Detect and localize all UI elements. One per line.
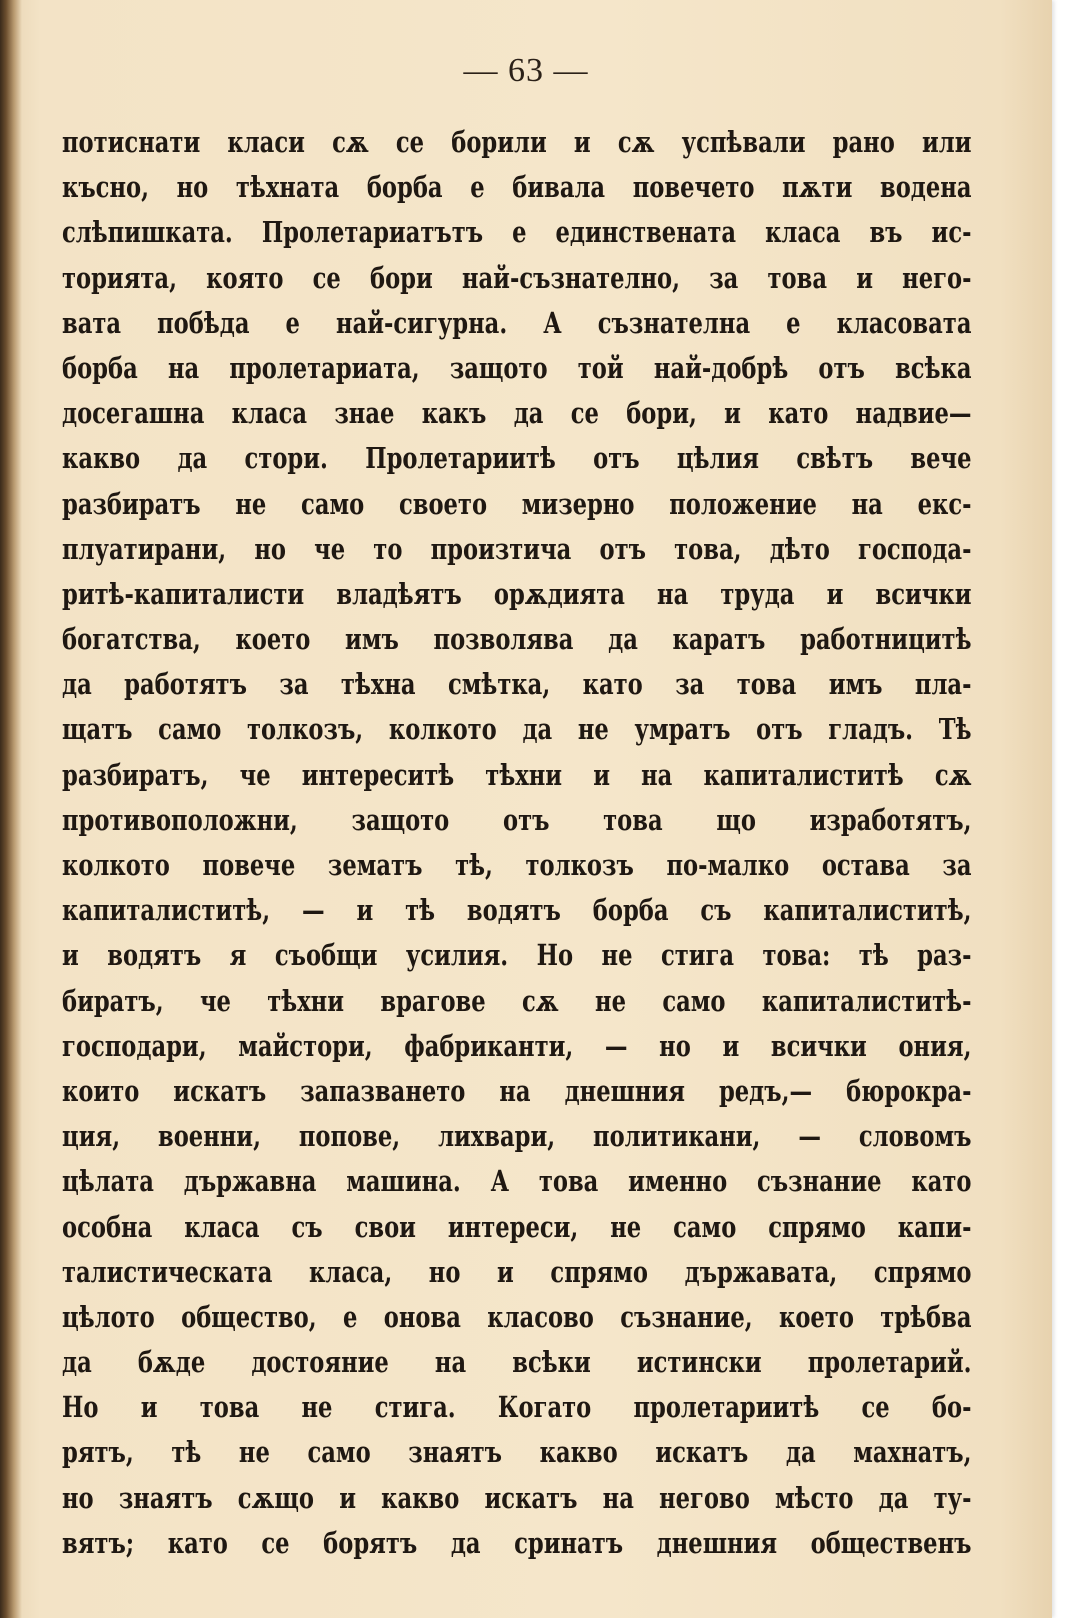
body-text bbox=[62, 120, 972, 1566]
text-line: особна класа съ свои интереси, не само спрямо капи- bbox=[62, 1209, 972, 1244]
text-line: богатства, което имъ позволява да каратъ работницитѣ bbox=[62, 622, 972, 657]
text-line: биратъ, че тѣхни врагове сѫ не само капиталиститѣ- bbox=[62, 983, 972, 1018]
text-line: но знаятъ сѫщо и какво искатъ на негово мѣсто да ту- bbox=[62, 1480, 972, 1515]
text-line: капиталиститѣ, — и тѣ водятъ борба съ капиталиститѣ, bbox=[62, 893, 972, 928]
text-line: разбиратъ не само своето мизерно положение на екс- bbox=[62, 486, 972, 521]
text-line: досегашна класа знае какъ да се бори, и като надвие— bbox=[62, 396, 972, 431]
page-number: — 63 — bbox=[463, 52, 589, 89]
text-line: рятъ, тѣ не само знаятъ какво искатъ да махнатъ, bbox=[62, 1435, 972, 1470]
text-line: плуатирани, но че то произтича отъ това, дѣто господа- bbox=[62, 531, 972, 566]
text-line: разбиратъ, че интереситѣ тѣхни и на капиталиститѣ сѫ bbox=[62, 757, 972, 792]
text-line: ритѣ-капиталисти владѣятъ орѫдията на труда и всички bbox=[62, 576, 972, 611]
text-line: късно, но тѣхната борба е бивала повечето пѫти водена bbox=[62, 170, 972, 205]
text-line: щатъ само толкозъ, колкото да не умратъ отъ гладъ. Тѣ bbox=[62, 712, 972, 747]
text-line: господари, майстори, фабриканти, — но и всички ония, bbox=[62, 1028, 972, 1063]
text-line: колкото повече зематъ тѣ, толкозъ по-малко остава за bbox=[62, 848, 972, 882]
text-line: борба на пролетариата, защото той най-добрѣ отъ всѣка bbox=[62, 350, 972, 385]
text-line: торията, която се бори най-съзнателно, за това и него- bbox=[62, 260, 972, 295]
text-line: да бѫде достояние на всѣки истински пролетарий. bbox=[62, 1345, 972, 1380]
text-line: които искатъ запазването на днешния редъ,— бюрокра- bbox=[62, 1073, 972, 1108]
text-line: да работятъ за тѣхна смѣтка, като за това имъ пла- bbox=[62, 667, 972, 702]
text-line: талистическата класа, но и спрямо държавата, спрямо bbox=[62, 1254, 972, 1289]
text-line: цѣлата държавна машина. А това именно съзнание като bbox=[62, 1164, 972, 1199]
text-line: ция, военни, попове, лихвари, политикани, — словомъ bbox=[62, 1119, 972, 1154]
text-line: Но и това не стига. Когато пролетариитѣ се бо- bbox=[62, 1390, 972, 1425]
text-line: вятъ; като се борятъ да сринатъ днешния общественъ bbox=[62, 1525, 972, 1560]
text-line: какво да стори. Пролетариитѣ отъ цѣлия свѣтъ вече bbox=[62, 441, 972, 476]
text-line: вата побѣда е най-сигурна. А съзнателна е класовата bbox=[62, 305, 972, 340]
text-line: цѣлото общество, е онова класово съзнание, което трѣбва bbox=[62, 1299, 972, 1334]
book-spine-shadow bbox=[0, 0, 22, 1618]
text-line: слѣпишката. Пролетариатътъ е единствената класа въ ис- bbox=[62, 215, 972, 250]
text-line: и водятъ я съобщи усилия. Но не стига това: тѣ раз- bbox=[62, 938, 972, 973]
text-line: потиснати класи сѫ се борили и сѫ успѣвали рано или bbox=[62, 125, 972, 159]
text-line: противоположни, защото отъ това що изработятъ, bbox=[62, 802, 972, 837]
